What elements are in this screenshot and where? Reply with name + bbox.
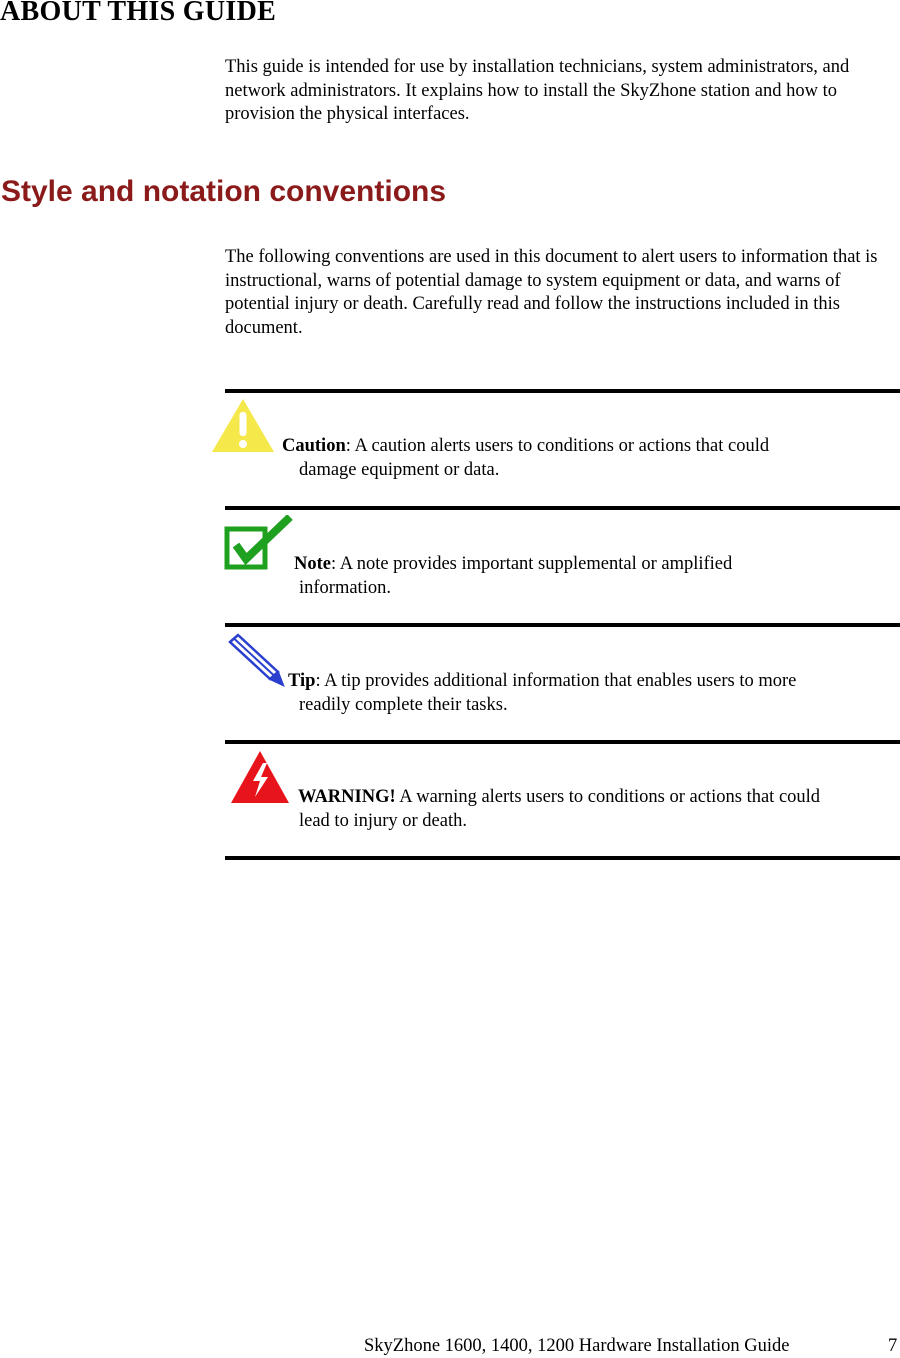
pencil-icon (226, 632, 286, 688)
tip-description: : A tip provides additional information that enables users to more (315, 671, 797, 691)
warning-text-line-1 (298, 786, 820, 810)
note-text-line-2: information. (299, 578, 391, 598)
footer-page-number: 7 (888, 1336, 898, 1356)
tip-text-line-1 (288, 670, 796, 694)
note-description: : A note provides important supplemental or amplified (330, 554, 733, 574)
tip-label: Tip (288, 671, 316, 691)
warning-description: A warning alerts users to conditions or actions that could (395, 787, 821, 807)
caution-text-line-2: damage equipment or data. (299, 460, 500, 480)
checkmark-box-icon (224, 515, 294, 571)
intro-paragraph: This guide is intended for use by installation technicians, system administrators, and network administrators. It explains how to install the SkyZhone station and how to provision the physical interfaces. (225, 57, 850, 124)
divider-rule (225, 506, 900, 510)
divider-rule (225, 623, 900, 627)
divider-rule (225, 856, 900, 860)
footer-document-title: SkyZhone 1600, 1400, 1200 Hardware Installation Guide (364, 1336, 790, 1356)
warning-text-line-2: lead to injury or death. (299, 811, 467, 831)
divider-rule (225, 740, 900, 744)
lightning-warning-icon (229, 749, 291, 805)
note-text-line-1 (294, 553, 732, 577)
warning-label: WARNING! (298, 787, 396, 807)
caution-triangle-icon (210, 396, 276, 454)
caution-description: : A caution alerts users to conditions or actions that could (345, 436, 770, 456)
caution-label: Caution (282, 436, 346, 456)
section-body-paragraph: The following conventions are used in this document to alert users to information that is instructional, warns of potential damage to system equipment or data, and warns of potential injury or death. Carefully read and follow the instructions included in this document. (225, 247, 878, 338)
divider-rule (225, 389, 900, 393)
tip-text-line-2: readily complete their tasks. (299, 695, 508, 715)
page-title: ABOUT THIS GUIDE (0, 0, 277, 27)
caution-text-line-1 (282, 435, 769, 459)
note-label: Note (294, 554, 331, 574)
section-heading: Style and notation conventions (1, 175, 447, 208)
